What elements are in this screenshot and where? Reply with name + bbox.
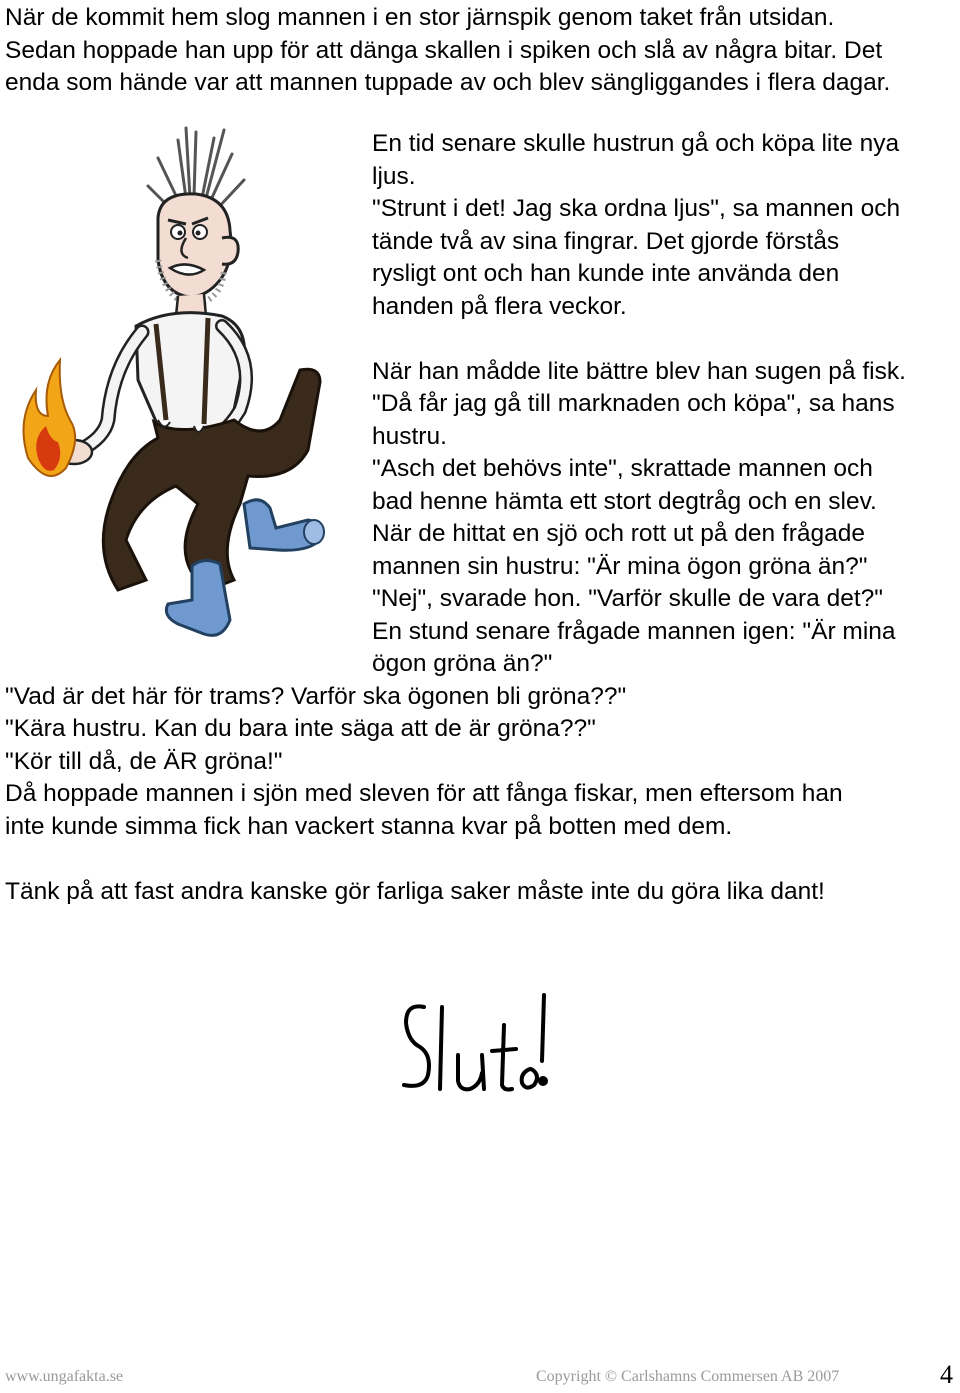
- footer-website: www.ungafakta.se: [5, 1368, 124, 1385]
- story-line-10: "Asch det behövs inte", skrattade mannen och: [372, 455, 873, 482]
- story-line-9: hustru.: [372, 423, 447, 450]
- man-with-burning-fingers-illustration: [8, 120, 360, 680]
- dialogue-line-3: "Kör till då, de ÄR gröna!": [5, 748, 283, 775]
- story-line-3: "Strunt i det! Jag ska ordna ljus", sa mannen och: [372, 195, 901, 222]
- story-line-11: bad henne hämta ett stort degtråg och en slev.: [372, 488, 877, 515]
- page-number: 4: [940, 1360, 953, 1389]
- intro-line-3: enda som hände var att mannen tuppade av och blev sängliggandes i flera dagar.: [5, 69, 891, 96]
- story-line-5: rysligt ont och han kunde inte använda den: [372, 260, 840, 287]
- story-line-4: tände två av sina fingrar. Det gjorde förstås: [372, 228, 840, 255]
- story-line-16: ögon gröna än?": [372, 650, 553, 677]
- story-line-14: "Nej", svarade hon. "Varför skulle de vara det?": [372, 585, 883, 612]
- story-line-1: En tid senare skulle hustrun gå och köpa lite nya: [372, 130, 900, 157]
- intro-line-2: Sedan hoppade han upp för att dänga skallen i spiken och slå av några bitar. Det: [5, 37, 883, 64]
- footer-copyright: Copyright © Carlshamns Commersen AB 2007: [536, 1368, 840, 1385]
- story-line-8: "Då får jag gå till marknaden och köpa", sa hans: [372, 390, 895, 417]
- moral-text: Tänk på att fast andra kanske gör farliga saker måste inte du göra lika dant!: [5, 878, 825, 905]
- end-handwriting: [398, 985, 558, 1105]
- story-line-2: ljus.: [372, 163, 416, 190]
- story-line-15: En stund senare frågade mannen igen: "Är mina: [372, 618, 896, 645]
- intro-line-1: När de kommit hem slog mannen i en stor järnspik genom taket från utsidan.: [5, 4, 835, 31]
- story-line-13: mannen sin hustru: "Är mina ögon gröna än?": [372, 553, 868, 580]
- ending-line-1: Då hoppade mannen i sjön med sleven för att fånga fiskar, men eftersom han: [5, 780, 843, 807]
- story-line-12: När de hittat en sjö och rott ut på den frågade: [372, 520, 866, 547]
- ending-line-2: inte kunde simma fick han vackert stanna kvar på botten med dem.: [5, 813, 733, 840]
- story-line-7: När han mådde lite bättre blev han sugen på fisk.: [372, 358, 906, 385]
- story-line-6: handen på flera veckor.: [372, 293, 627, 320]
- dialogue-line-2: "Kära hustru. Kan du bara inte säga att de är gröna??": [5, 715, 596, 742]
- dialogue-line-1: "Vad är det här för trams? Varför ska ögonen bli gröna??": [5, 683, 627, 710]
